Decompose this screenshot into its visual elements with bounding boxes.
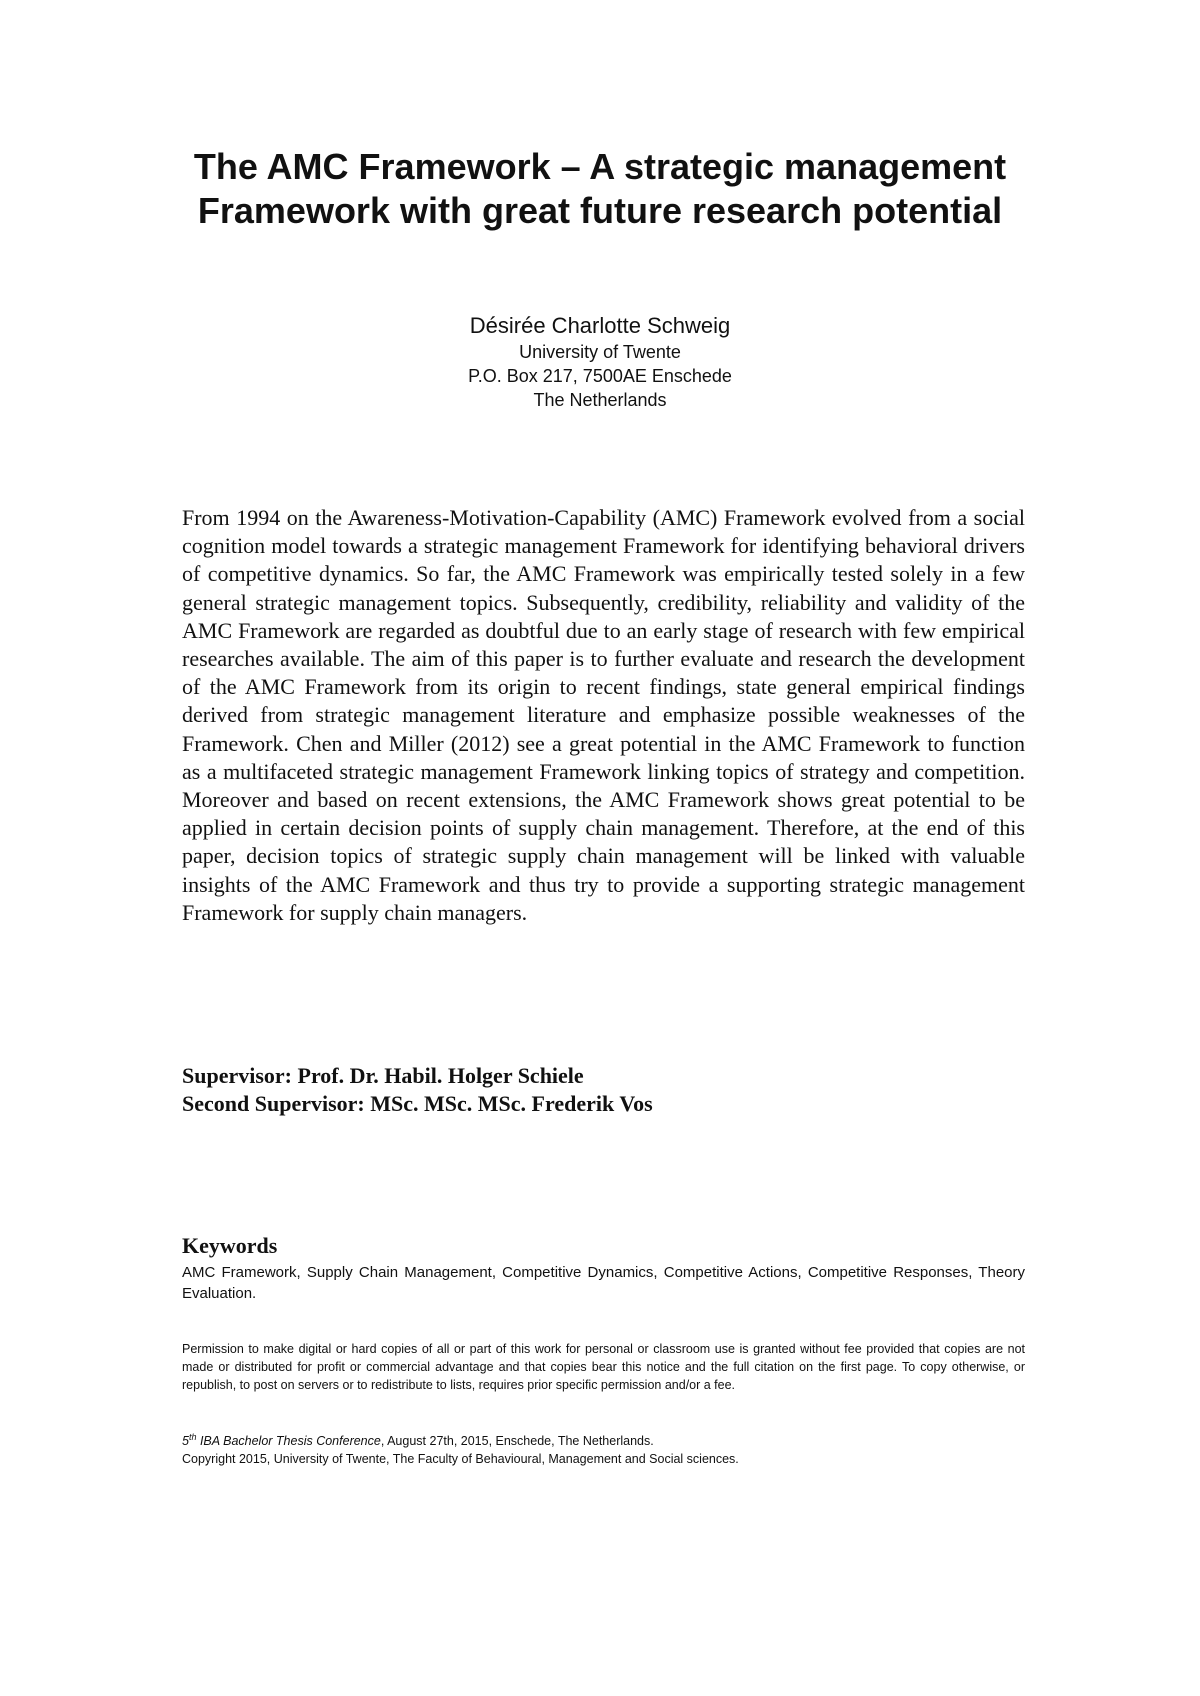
conference-notice xyxy=(182,1428,1025,1468)
author-affiliation-address: P.O. Box 217, 7500AE Enschede xyxy=(468,366,732,386)
supervisor-block xyxy=(182,1062,653,1118)
paper-title-line-1: The AMC Framework – A strategic management xyxy=(193,146,1007,187)
author-affiliation-university: University of Twente xyxy=(519,342,681,362)
abstract-paragraph: From 1994 on the Awareness-Motivation-Capability (AMC) Framework evolved from a social cognition model towards a strategic management Framework for identifying behavioral drivers of competitive dynamics. So far, the AMC Framework was empirically tested solely in a few general strategic management topics. Subsequently, credibility, reliability and validity of the AMC Framework are regarded as doubtful due to an early stage of research with few empirical researches available. The aim of this paper is to further evaluate and research the development of the AMC Framework from its origin to recent findings, state general empirical findings derived from strategic management literature and emphasize possible weaknesses of the Framework. Chen and Miller (2012) see a great potential in the AMC Framework to function as a multifaceted strategic management Framework linking topics of strategy and competition. Moreover and based on recent extensions, the AMC Framework shows great potential to be applied in certain decision points of supply chain management. Therefore, at the end of this paper, decision topics of strategic supply chain management will be linked with valuable insights of the AMC Framework and thus try to provide a supporting strategic management Framework for supply chain managers. xyxy=(182,505,1025,925)
author-name: Désirée Charlotte Schweig xyxy=(469,313,731,338)
conference-name: IBA Bachelor Thesis Conference xyxy=(199,1434,381,1449)
author-block xyxy=(100,312,1100,412)
paper-title xyxy=(100,145,1100,233)
permission-notice: Permission to make digital or hard copies of all or part of this work for personal or classroom use is granted without fee provided that copies are not made or distributed for profit or commercial advantage and that copies bear this notice and the full citation on the first page. To copy otherwise, or republish, to post on servers or to redistribute to lists, requires prior specific permission and/or a fee. xyxy=(182,1342,1025,1392)
author-affiliation-country: The Netherlands xyxy=(533,390,667,410)
conference-line xyxy=(182,1428,1025,1450)
keywords-heading: Keywords xyxy=(182,1233,278,1258)
keywords-text: AMC Framework, Supply Chain Management, Competitive Dynamics, Competitive Actions, Competitive Responses, Theory Evaluation. xyxy=(182,1264,1025,1302)
paper-title-line-2: Framework with great future research potential xyxy=(197,190,1003,231)
second-supervisor-line: Second Supervisor: MSc. MSc. MSc. Frederik Vos xyxy=(182,1091,653,1116)
conference-ordinal-suffix: th xyxy=(188,1432,197,1442)
supervisor-line: Supervisor: Prof. Dr. Habil. Holger Schiele xyxy=(182,1063,584,1088)
conference-details: , August 27th, 2015, Enschede, The Netherlands. xyxy=(380,1434,654,1449)
conference-ordinal: 5 xyxy=(182,1434,189,1449)
copyright-line: Copyright 2015, University of Twente, The Faculty of Behavioural, Management and Social sciences. xyxy=(182,1452,739,1467)
